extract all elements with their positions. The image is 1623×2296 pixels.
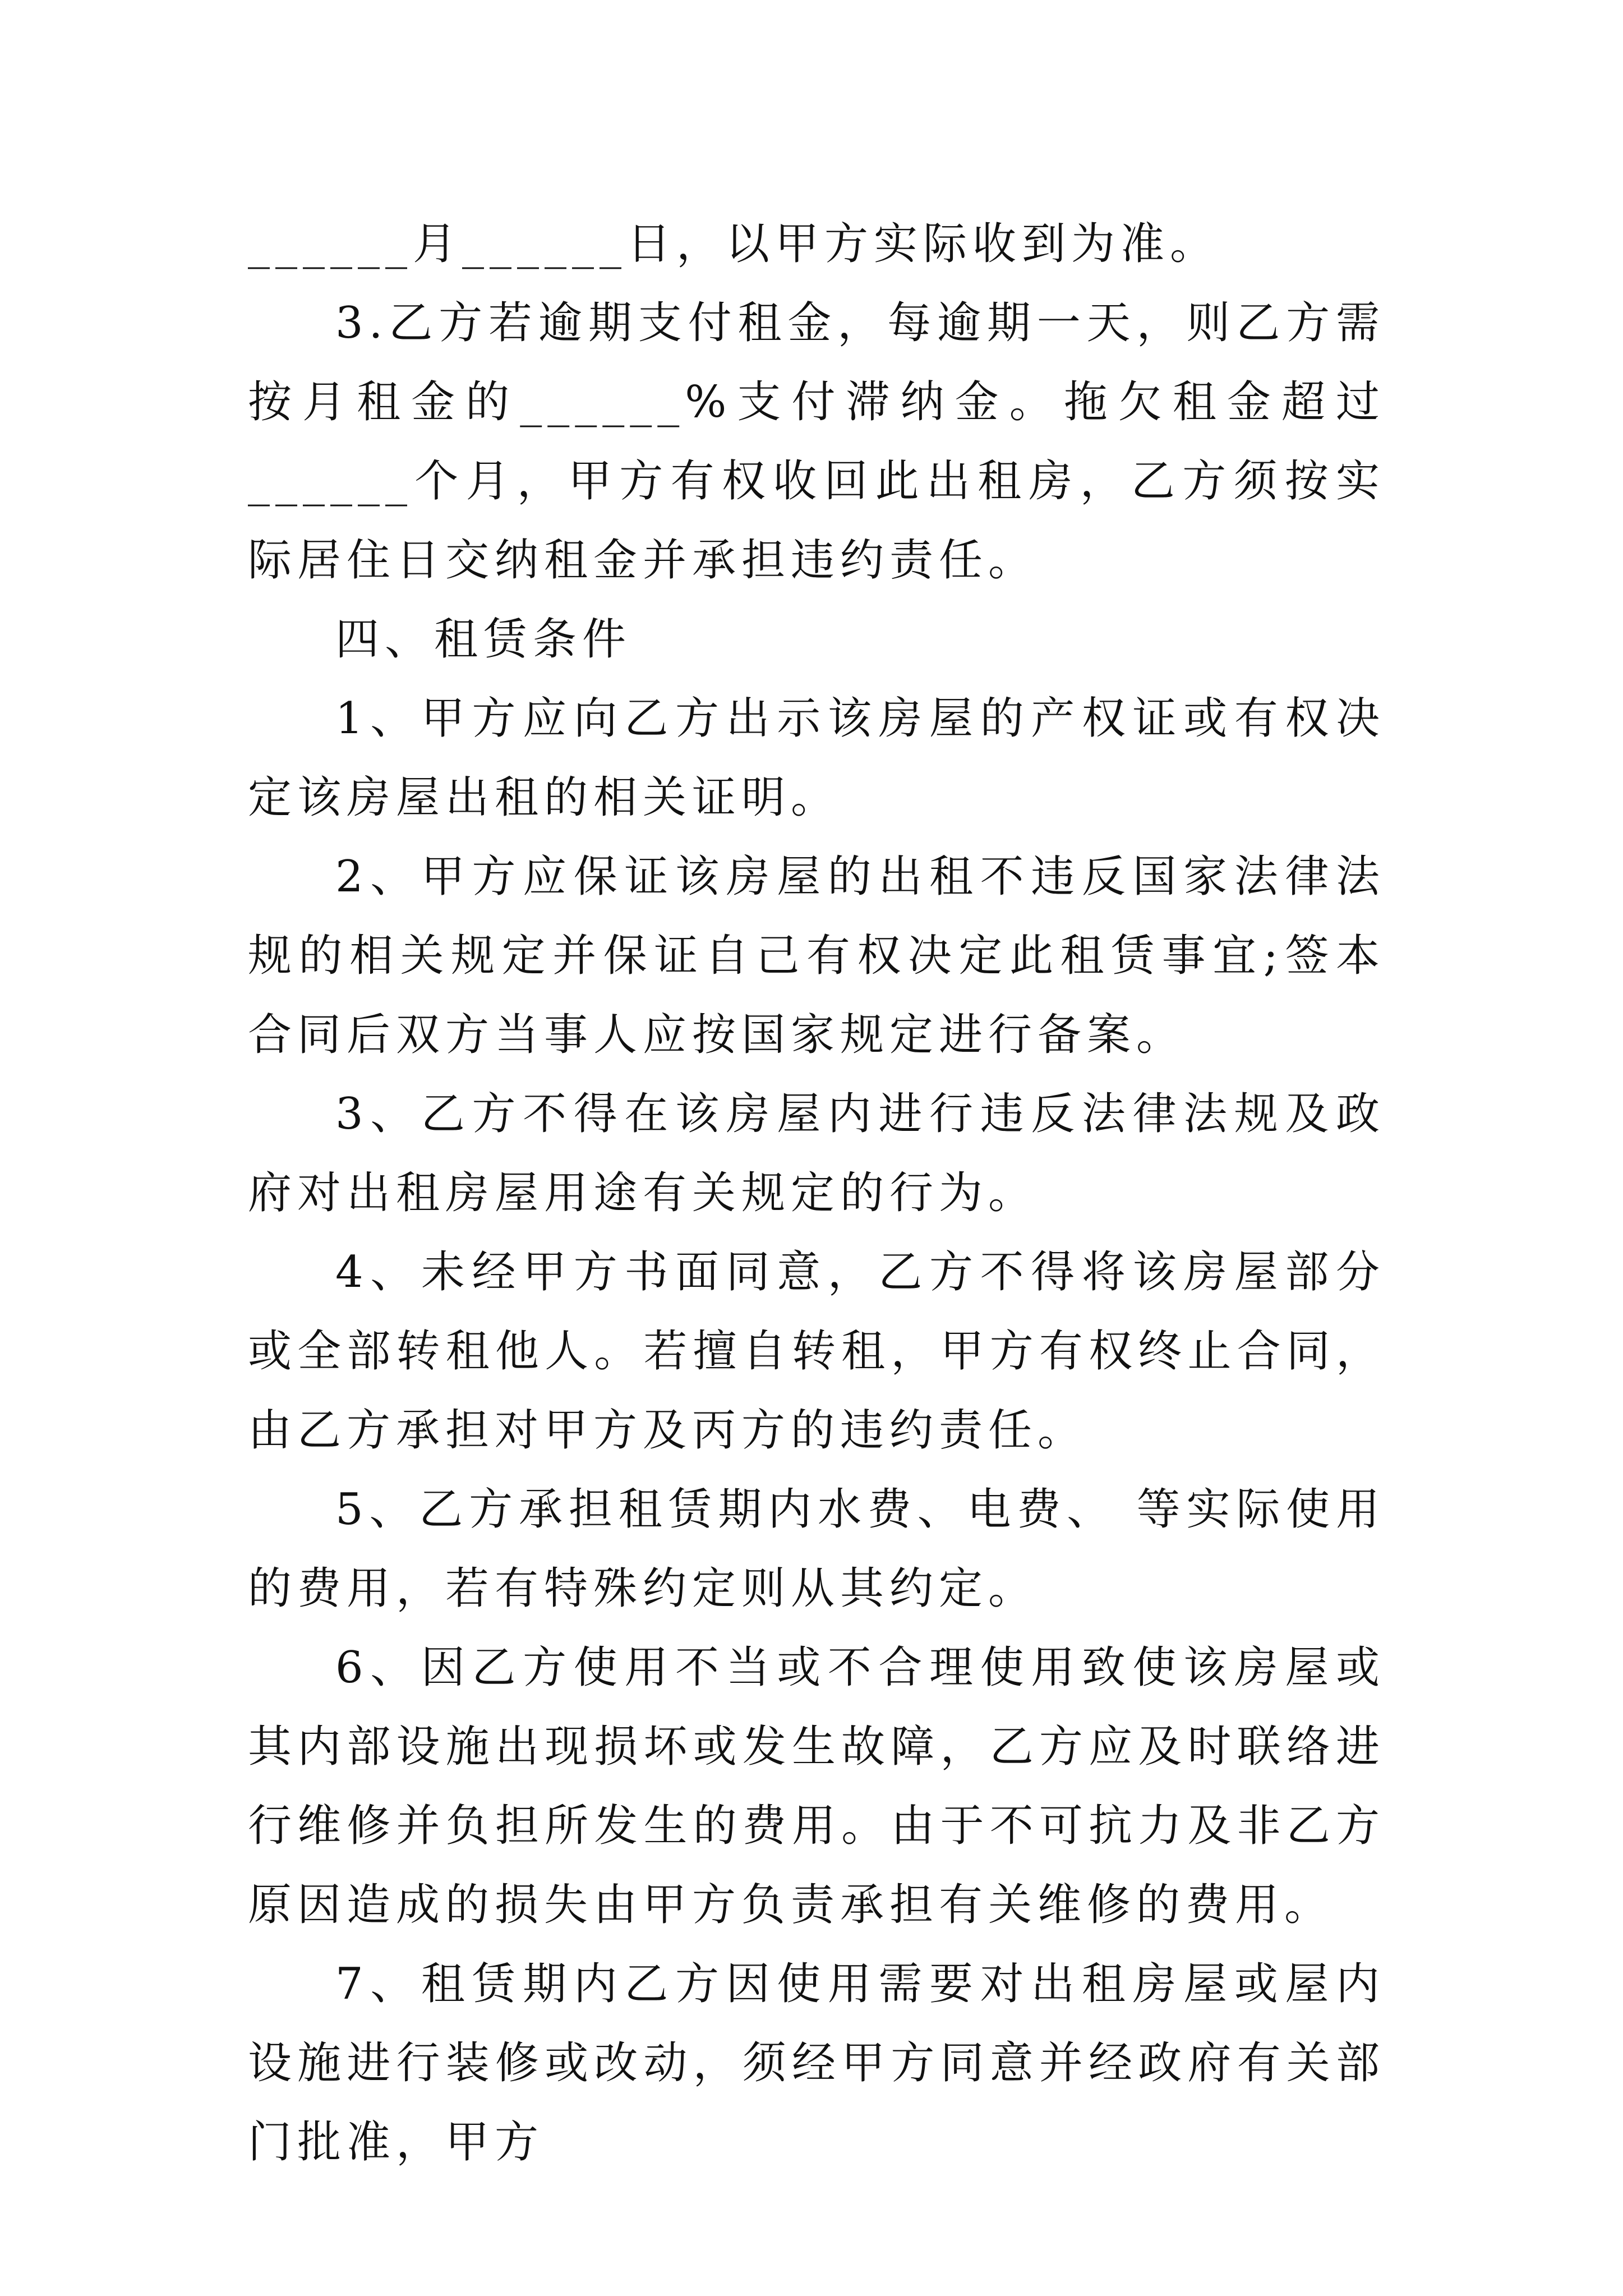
condition-3: 3、乙方不得在该房屋内进行违反法律法规及政府对出租房屋用途有关规定的行为。 [248, 1089, 1385, 1218]
condition-2: 2、甲方应保证该房屋的出租不违反国家法律法规的相关规定并保证自己有权决定此租赁事宜;签本合同后双方当事人应按国家规定进行备案。 [248, 852, 1385, 1060]
condition-6: 6、因乙方使用不当或不合理使用致使该房屋或其内部设施出现损坏或发生故障，乙方应及时联络进行维修并负担所发生的费用。由于不可抗力及非乙方原因造成的损失由甲方负责承担有关维修的费用。 [248, 1642, 1385, 1930]
clause-3-late-payment: 3.乙方若逾期支付租金，每逾期一天，则乙方需按月租金的______%支付滞纳金。拖欠租金超过______个月，甲方有权收回此出租房，乙方须按实际居住日交纳租金并承担违约责任。 [248, 298, 1385, 586]
section-4-heading: 四、租赁条件 [335, 614, 632, 665]
condition-5: 5、乙方承担租赁期内水费、电费、 等实际使用的费用，若有特殊约定则从其约定。 [248, 1484, 1385, 1614]
document-page [248, 205, 1385, 2182]
date-line: ______月______日，以甲方实际收到为准。 [248, 219, 1220, 269]
condition-1: 1、甲方应向乙方出示该房屋的产权证或有权决定该房屋出租的相关证明。 [248, 693, 1385, 823]
condition-4: 4、未经甲方书面同意，乙方不得将该房屋部分或全部转租他人。若擅自转租，甲方有权终止合同，由乙方承担对甲方及丙方的违约责任。 [248, 1247, 1385, 1456]
condition-7: 7、租赁期内乙方因使用需要对出租房屋或屋内设施进行装修或改动，须经甲方同意并经政府有关部门批准，甲方 [248, 1959, 1385, 2168]
